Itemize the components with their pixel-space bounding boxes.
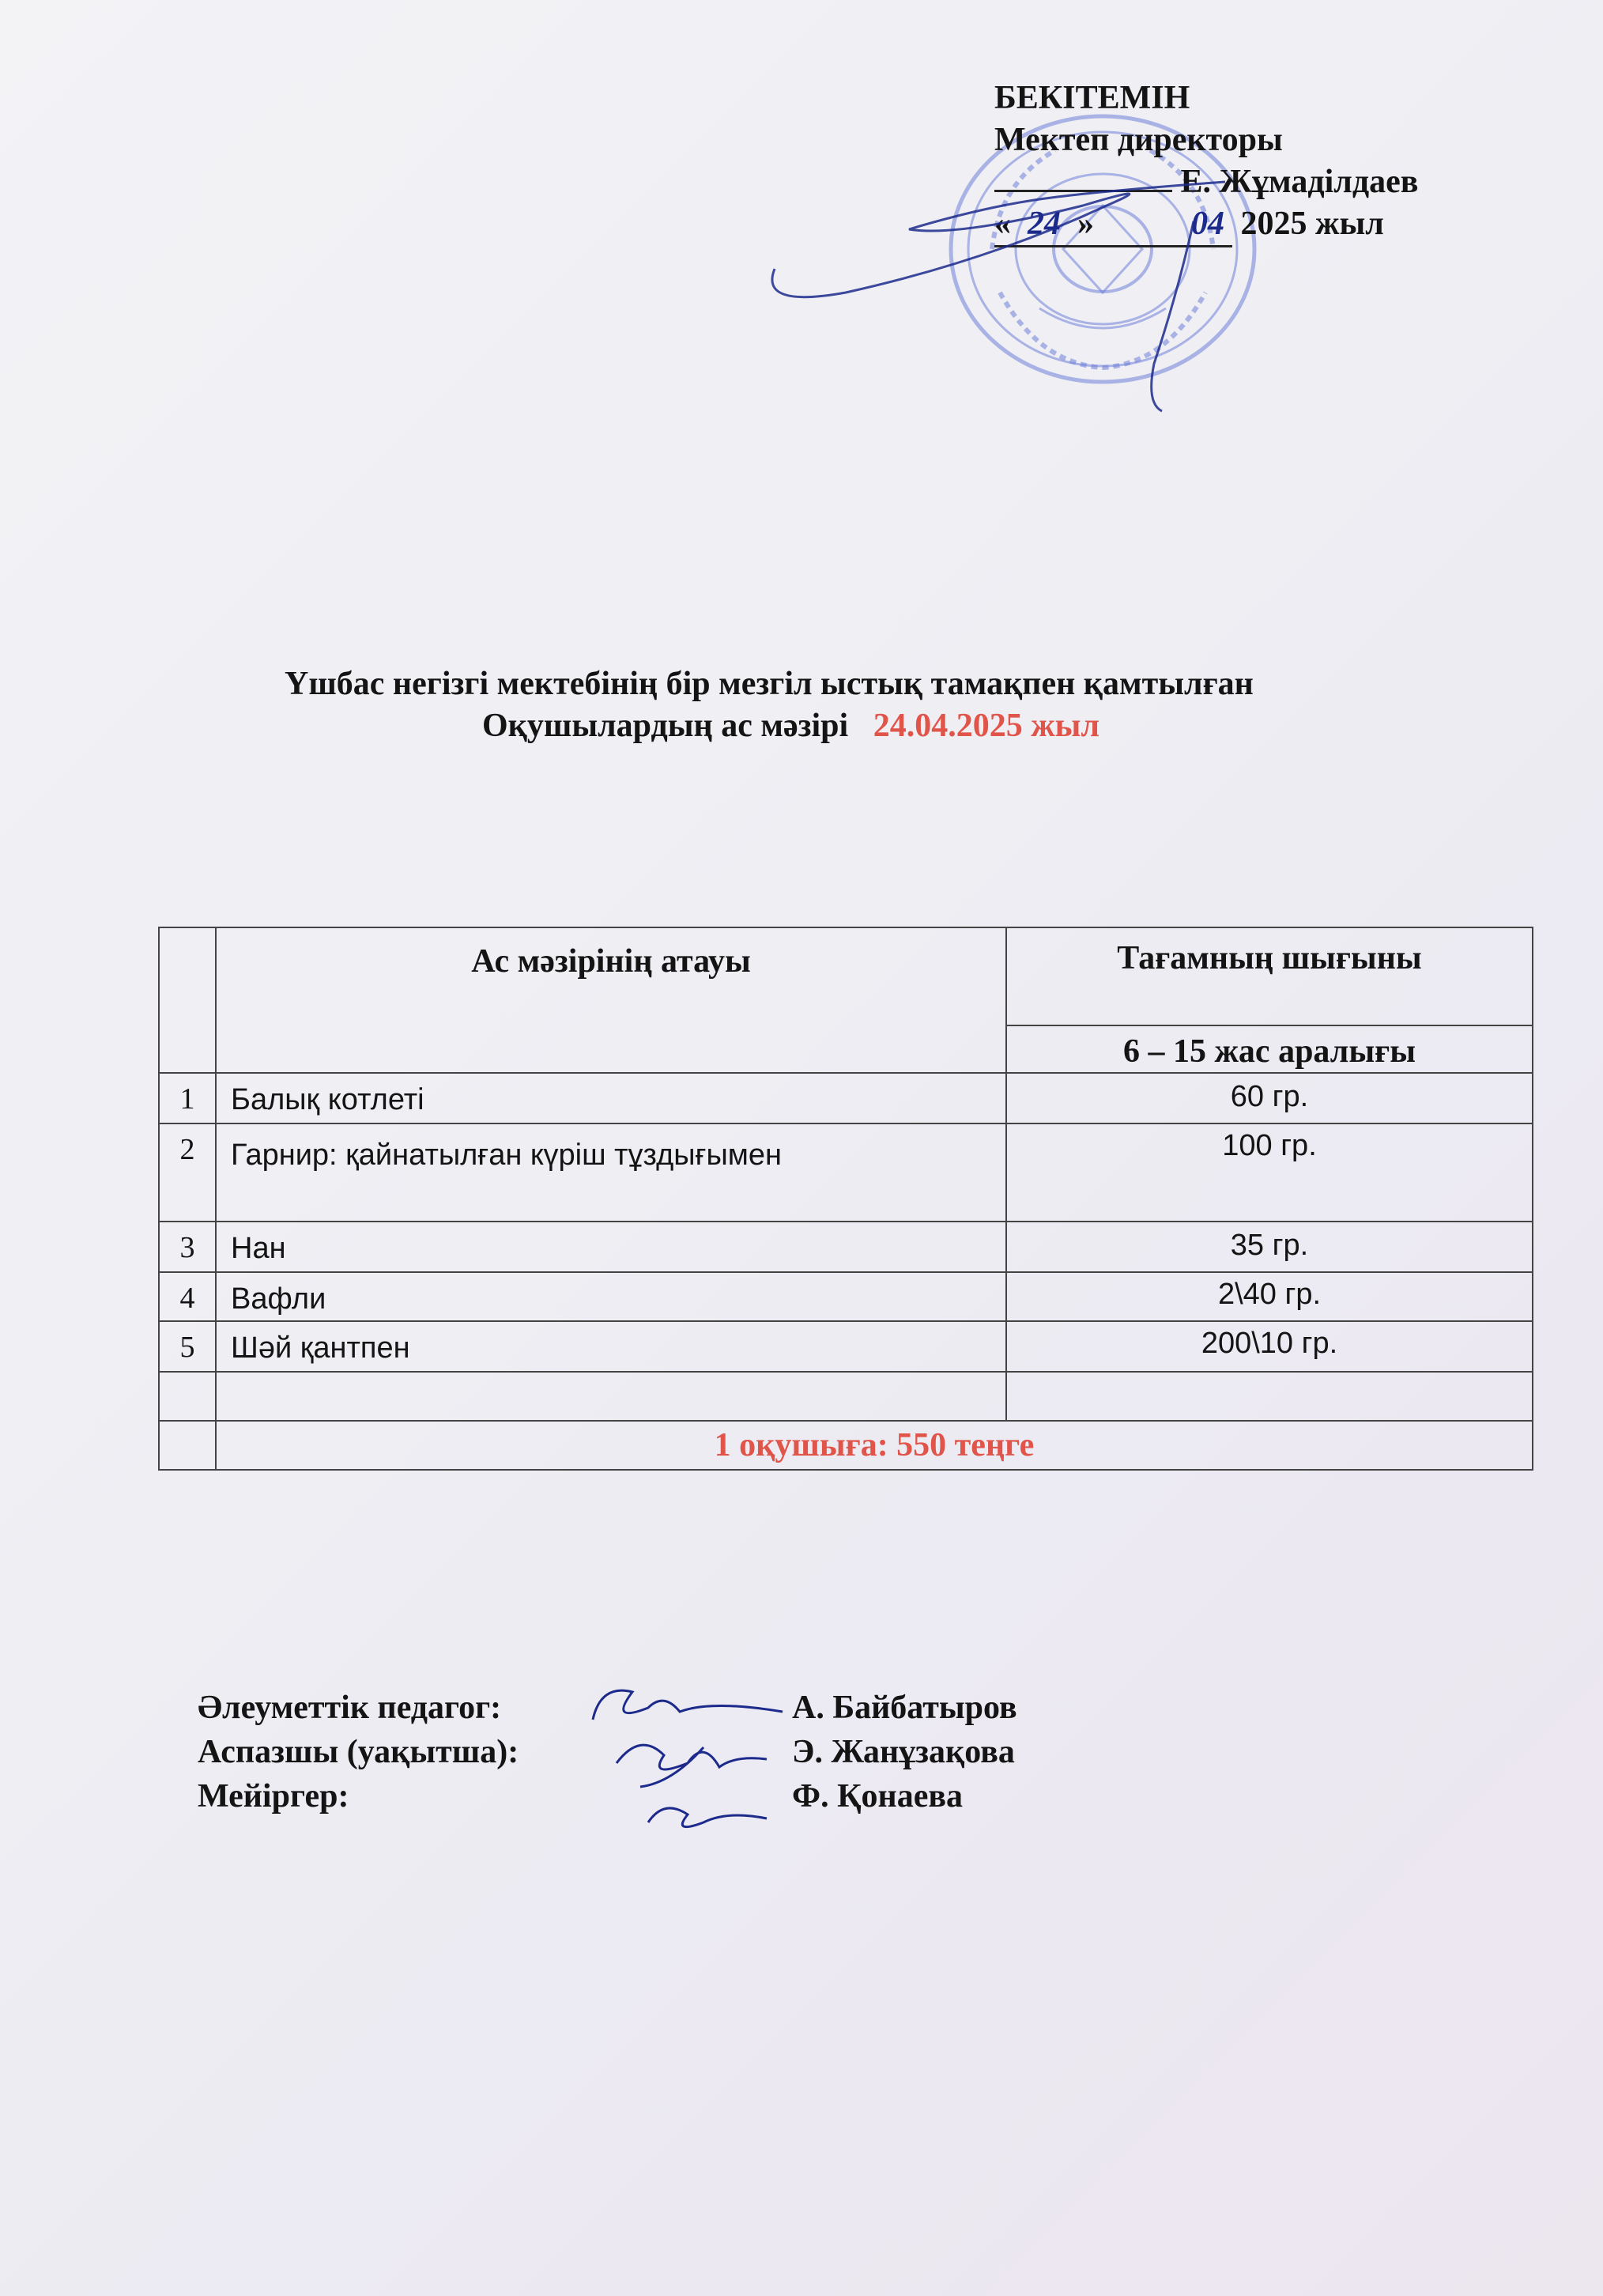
table-row [159,1272,1533,1321]
signer-name: Э. Жанұзақова [792,1734,1015,1770]
header-num-cell [159,927,216,1073]
row-num: 3 [159,1222,216,1272]
date-day: 24 [1028,206,1061,242]
total-cost: 1 оқушыға: 550 теңге [216,1421,1533,1470]
table-total-row [159,1421,1533,1470]
row-qty: 60 гр. [1006,1073,1533,1123]
signer-role: Аспазшы (уақытша): [198,1734,519,1770]
date-close: » [1077,206,1094,242]
table-row-empty [159,1372,1533,1421]
signature-nurse [640,1795,775,1842]
row-num: 5 [159,1321,216,1372]
row-qty: 100 гр. [1006,1123,1533,1222]
table-row [159,1222,1533,1272]
empty-cell [159,1421,216,1470]
row-num: 1 [159,1073,216,1123]
signer-role: Мейіргер: [198,1778,349,1815]
header-age-range: 6 – 15 жас аралығы [1006,1025,1533,1073]
header-consumption: Тағамның шығыны [1006,927,1533,1025]
row-dish: Нан [216,1222,1006,1272]
director-signature [751,174,1257,419]
date-year: 2025 жыл [1240,206,1384,242]
row-qty: 200\10 гр. [1006,1321,1533,1372]
row-dish: Гарнир: қайнатылған күріш тұздығымен [216,1123,1006,1222]
row-qty: 35 гр. [1006,1222,1533,1272]
signer-role: Әлеуметтік педагог: [198,1690,502,1726]
title-date: 24.04.2025 жыл [873,708,1100,744]
table-row [159,1073,1533,1123]
signature-cook [609,1724,775,1795]
header-dish-name: Ас мәзірінің атауы [216,927,1006,1073]
menu-table [158,927,1533,1471]
table-row [159,1321,1533,1372]
row-dish: Шәй қантпен [216,1321,1006,1372]
empty-cell [216,1372,1006,1421]
row-dish: Балық котлеті [216,1073,1006,1123]
empty-cell [159,1372,216,1421]
empty-cell [1006,1372,1533,1421]
row-num: 4 [159,1272,216,1321]
table-row [159,1123,1533,1222]
title-prefix: Оқушылардың ас мәзірі [482,708,849,744]
row-qty: 2\40 гр. [1006,1272,1533,1321]
title-line-1: Үшбас негізгі мектебінің бір мезгіл ыстық тамақпен қамтылған [285,666,1254,702]
director-name: Е. Жұмаділдаев [1180,164,1419,200]
signer-name: Ф. Қонаева [792,1778,964,1815]
approval-heading: БЕКІТЕМІН [994,80,1190,116]
date-month: 04 [1094,203,1232,247]
signer-name: А. Байбатыров [792,1690,1017,1726]
row-num: 2 [159,1123,216,1222]
director-position: Мектеп директоры [994,122,1283,158]
date-open: « [994,206,1011,242]
row-dish: Вафли [216,1272,1006,1321]
title-line-2 [482,706,1099,746]
